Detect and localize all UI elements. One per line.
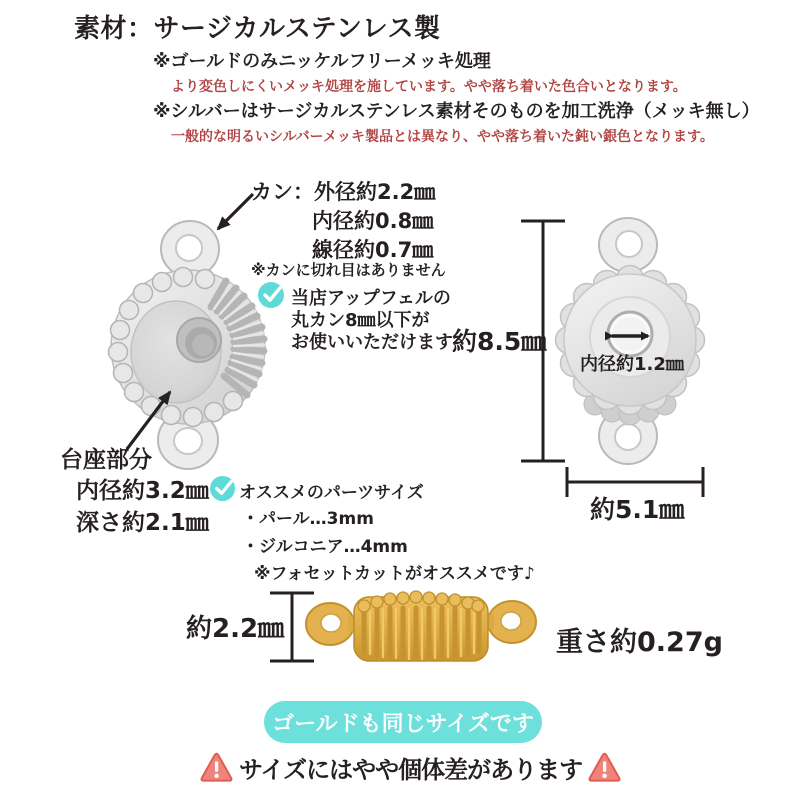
kan-inner-diameter: 内径約0.8㎜ xyxy=(312,209,434,233)
check-icon xyxy=(257,281,286,309)
badge-label: ゴールドも同じサイズです xyxy=(272,711,534,737)
material-title: 素材：サージカルステンレス製 xyxy=(74,14,441,44)
warning-icon xyxy=(588,752,621,783)
kan-no-gap-note: ※カンに切れ目はありません xyxy=(251,261,446,279)
ring-tip-line3: お使いいただけます xyxy=(291,332,453,353)
parts-tip-zirconia: ・ジルコニア…4mm xyxy=(242,537,408,557)
base-inner-diameter: 内径約3.2㎜ xyxy=(76,478,209,504)
kan-wire-diameter: 線径約0.7㎜ xyxy=(312,238,434,262)
silver-material-note: ※シルバーはサージカルステンレス素材そのものを加工洗浄（メッキ無し） xyxy=(153,101,760,122)
warning-icon xyxy=(200,752,233,783)
ring-tip-line1: 当店アップフェルの xyxy=(291,288,451,309)
parts-tip-title: オススメのパーツサイズ xyxy=(239,483,424,503)
weight-label: 重さ約0.27g xyxy=(556,627,723,658)
gold-plating-note: ※ゴールドのみニッケルフリーメッキ処理 xyxy=(153,51,491,72)
ring-tip-line2: 丸カン8㎜以下が xyxy=(291,310,430,331)
silver-material-detail: 一般的な明るいシルバーメッキ製品とは異なり、やや落ち着いた鈍い銀色となります。 xyxy=(171,129,714,145)
hole-diameter-label: 内径約1.2㎜ xyxy=(580,354,684,375)
kan-pointer-arrow xyxy=(218,194,253,229)
warning-label: サイズにはやや個体差があります xyxy=(239,756,583,784)
gold-same-size-badge xyxy=(264,701,542,743)
width-dimension-label: 約5.1㎜ xyxy=(590,495,685,524)
height-dimension-label: 約8.5㎜ xyxy=(452,327,547,356)
parts-tip-pearl: ・パール…3mm xyxy=(242,509,374,529)
base-label: 台座部分 xyxy=(60,447,152,473)
size-variation-warning xyxy=(200,750,610,785)
parts-tip-note: ※フォセットカットがオススメです♪ xyxy=(254,564,535,584)
base-depth: 深さ約2.1㎜ xyxy=(76,510,209,536)
gold-plating-detail: より変色しにくいメッキ処理を施しています。やや落ち着いた色合いとなります。 xyxy=(171,79,687,95)
check-icon xyxy=(209,475,237,502)
thickness-dimension-label: 約2.2㎜ xyxy=(186,614,285,644)
kan-outer-diameter: カン：外径約2.2㎜ xyxy=(251,180,436,204)
